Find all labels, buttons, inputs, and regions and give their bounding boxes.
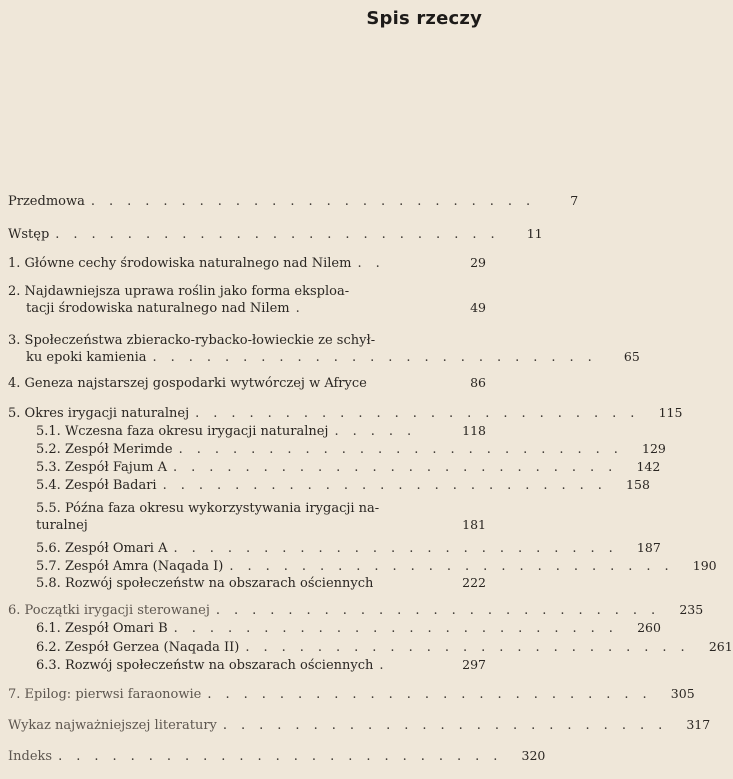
toc-entry-page: 317 bbox=[686, 717, 711, 732]
toc-entry-page: 222 bbox=[462, 575, 486, 590]
toc-entry-text: 4. Geneza najstarszej gospodarki wytwórczej w Afryce bbox=[8, 376, 367, 391]
toc-entry-text: Wykaz najważniejszej literatury bbox=[8, 718, 217, 733]
toc-entry-6-2: 6.2. Zespół Gerzea (Naqada II) ......................... 261 bbox=[36, 639, 733, 655]
toc-entry-page: 86 bbox=[470, 375, 486, 390]
toc-entry-page: 7 bbox=[570, 193, 579, 208]
toc-entry-text: 5.2. Zespół Merimde bbox=[36, 442, 173, 457]
toc-entry-page: 158 bbox=[626, 477, 650, 492]
toc-entry-page: 129 bbox=[642, 441, 666, 456]
toc-entry-page: 261 bbox=[708, 639, 733, 654]
toc-entry-5-5 bbox=[36, 501, 486, 534]
toc-entry-text: 6.1. Zespół Omari B bbox=[36, 621, 168, 636]
toc-entry-page: 11 bbox=[526, 226, 543, 241]
toc-entry-text: 5.8. Rozwój społeczeństw na obszarach ościennych bbox=[36, 576, 374, 591]
toc-entry-text: 6. Początki irygacji sterowanej bbox=[8, 603, 210, 618]
toc-entry-5-7: 5.7. Zespół Amra (Naqada I) ......................... 190 bbox=[36, 558, 717, 574]
toc-entry-page: 181 bbox=[462, 517, 486, 532]
toc-entry-page: 29 bbox=[470, 255, 486, 270]
toc-entry-text: 5.1. Wczesna faza okresu irygacji naturalnej bbox=[36, 424, 329, 439]
toc-entry-page: 115 bbox=[658, 405, 683, 420]
toc-entry-text-line1: 3. Społeczeństwa zbieracko-rybacko-łowieckie ze schył- bbox=[8, 333, 376, 348]
toc-entry-page: 187 bbox=[636, 540, 661, 555]
toc-entry-text: 5. Okres irygacji naturalnej bbox=[8, 406, 190, 421]
toc-entry-page: 297 bbox=[462, 657, 486, 672]
toc-entry-text: Wstęp bbox=[8, 227, 50, 242]
toc-entry-text: 1. Główne cechy środowiska naturalnego nad Nilem bbox=[8, 256, 352, 271]
toc-entry-chapter-5: 5. Okres irygacji naturalnej ......................... 115 bbox=[8, 405, 683, 421]
toc-entry-page: 65 bbox=[623, 349, 640, 364]
toc-entry-page: 305 bbox=[670, 686, 695, 701]
toc-entry-chapter-2: 2. Najdawniejsza uprawa roślin jako forma eksploa- tacji środowiska naturalnego nad Nilem . 49 bbox=[8, 284, 486, 316]
page-title: Spis rzeczy bbox=[366, 8, 482, 29]
toc-entry-text: turalnej bbox=[36, 518, 88, 533]
toc-entry-text: 7. Epilog: pierwsi faraonowie bbox=[8, 687, 202, 702]
toc-entry-text: 5.7. Zespół Amra (Naqada I) bbox=[36, 559, 224, 574]
toc-entry-epilog: 7. Epilog: pierwsi faraonowie ......................... 305 bbox=[8, 686, 695, 702]
toc-entry-text: 5.3. Zespół Fajum A bbox=[36, 460, 167, 475]
toc-entry-chapter-1: 1. Główne cechy środowiska naturalnego nad Nilem .. 29 bbox=[8, 255, 486, 271]
toc-entry-page: 142 bbox=[636, 459, 661, 474]
toc-entry-text: Przedmowa bbox=[8, 194, 85, 209]
toc-entry-6-3: 6.3. Rozwój społeczeństw na obszarach ościennych . 297 bbox=[36, 657, 486, 673]
toc-entry-intro: Wstęp ......................... 11 bbox=[8, 226, 543, 242]
toc-entry-chapter-4 bbox=[8, 375, 486, 392]
toc-entry-text: 6.2. Zespół Gerzea (Naqada II) bbox=[36, 640, 240, 655]
toc-entry-5-6: 5.6. Zespół Omari A ......................... 187 bbox=[36, 540, 661, 556]
toc-entry-5-8 bbox=[36, 575, 486, 592]
toc-entry-page: 49 bbox=[470, 300, 486, 315]
toc-entry-text-line1: 2. Najdawniejsza uprawa roślin jako forma eksploa- bbox=[8, 284, 350, 299]
toc-entry-text-line1: 5.5. Późna faza okresu wykorzystywania irygacji na- bbox=[36, 501, 380, 516]
toc-entry-6-1: 6.1. Zespół Omari B ......................... 260 bbox=[36, 620, 661, 636]
toc-entry-bibliography: Wykaz najważniejszej literatury ......................... 317 bbox=[8, 717, 711, 733]
toc-entry-5-3: 5.3. Zespół Fajum A ......................... 142 bbox=[36, 459, 661, 475]
toc-entry-chapter-3: 3. Społeczeństwa zbieracko-rybacko-łowieckie ze schył- ku epoki kamienia ......................... 65 bbox=[8, 333, 640, 365]
toc-entry-page: 320 bbox=[521, 748, 546, 763]
toc-entry-5-4: 5.4. Zespół Badari ......................... 158 bbox=[36, 477, 650, 493]
toc-entry-chapter-6: 6. Początki irygacji sterowanej ......................... 235 bbox=[8, 602, 704, 618]
toc-entry-5-1: 5.1. Wczesna faza okresu irygacji naturalnej ..... 118 bbox=[36, 423, 486, 439]
toc-entry-text: Indeks bbox=[8, 749, 53, 764]
toc-entry-page: 190 bbox=[692, 558, 717, 573]
toc-entry-page: 235 bbox=[679, 602, 704, 617]
toc-entry-index: Indeks ......................... 320 bbox=[8, 748, 546, 764]
toc-entry-5-2: 5.2. Zespół Merimde ......................... 129 bbox=[36, 441, 666, 457]
toc-entry-text: ku epoki kamienia bbox=[26, 350, 147, 365]
toc-entry-text: 6.3. Rozwój społeczeństw na obszarach ościennych bbox=[36, 658, 374, 673]
toc-entry-text: tacji środowiska naturalnego nad Nilem bbox=[26, 301, 290, 316]
toc-entry-page: 118 bbox=[462, 423, 486, 438]
toc-entry-preface: Przedmowa ......................... 7 bbox=[8, 193, 579, 209]
toc-entry-page: 260 bbox=[637, 620, 661, 635]
toc-entry-text: 5.6. Zespół Omari A bbox=[36, 541, 168, 556]
toc-entry-text: 5.4. Zespół Badari bbox=[36, 478, 157, 493]
